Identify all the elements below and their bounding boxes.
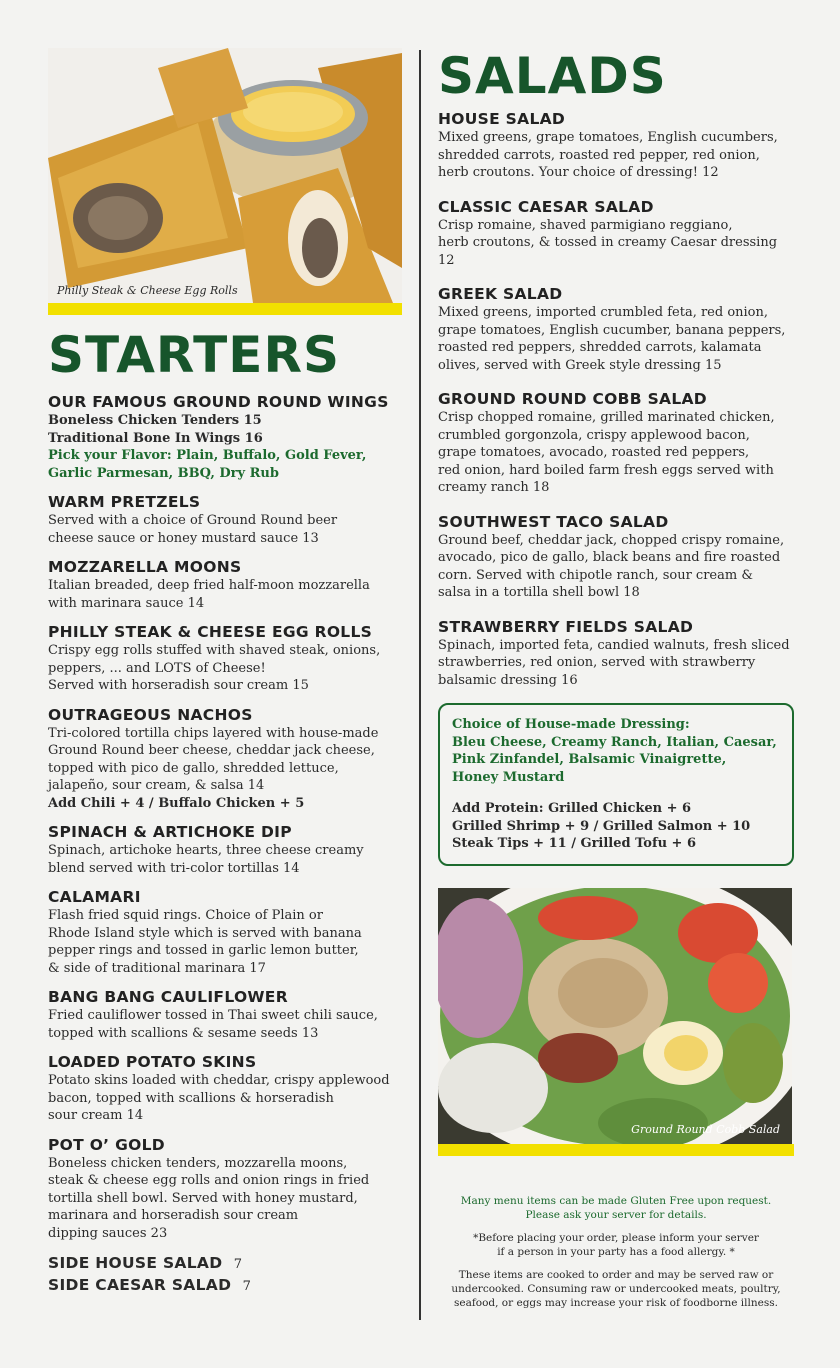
item-description: Spinach, imported feta, candied walnuts, fresh sliced strawberries, red onion, served with strawberry balsamic dressing 16: [438, 637, 790, 688]
side-caesar-salad: [48, 1275, 402, 1297]
item-name: OUR FAMOUS GROUND ROUND WINGS: [48, 393, 389, 411]
item-name: BANG BANG CAULIFLOWER: [48, 988, 288, 1006]
item-name: MOZZARELLA MOONS: [48, 558, 242, 576]
nachos-item: [48, 706, 402, 813]
side-name: SIDE CAESAR SALAD: [48, 1276, 232, 1294]
item-name: SOUTHWEST TACO SALAD: [438, 512, 669, 531]
menu-item: [438, 513, 794, 602]
item-name: GREEK SALAD: [438, 285, 563, 303]
item-description: Ground beef, cheddar jack, chopped crispy romaine, avocado, pico de gallo, black beans and fire roasted corn. Served with chipotle ranch, sour cream & salsa in a tortilla shell bowl 18: [438, 532, 785, 600]
item-name: SPINACH & ARTICHOKE DIP: [48, 823, 292, 841]
menu-item: [48, 1053, 402, 1125]
item-description: Mixed greens, imported crumbled feta, red onion, grape tomatoes, English cucumber, banana peppers, roasted red peppers, shredded carrots, kalamata olives, served with Greek style dressing 15: [438, 305, 786, 373]
menu-item: [438, 198, 794, 270]
salads-title: SALADS: [438, 47, 667, 105]
item-name: WARM PRETZELS: [48, 493, 201, 511]
item-description: Crisp romaine, shaved parmigiano reggiano, herb croutons, & tossed in creamy Caesar dressing 12: [438, 217, 778, 268]
egg-rolls-image: [48, 48, 402, 303]
dressing-title: Choice of House-made Dressing:: [452, 717, 690, 732]
menu-item: [48, 888, 402, 977]
item-description: Spinach, artichoke hearts, three cheese creamy blend served with tri-color tortillas 14: [48, 843, 364, 876]
nachos-addon: Add Chili + 4 / Buffalo Chicken + 5: [48, 795, 305, 811]
menu-item: [48, 623, 402, 695]
column-divider: [419, 50, 421, 1320]
egg-rolls-caption: Philly Steak & Cheese Egg Rolls: [57, 284, 238, 297]
cobb-salad-image: [438, 888, 792, 1144]
side-price: 7: [242, 1279, 252, 1294]
menu-item: [438, 285, 794, 374]
menu-item: [438, 390, 794, 497]
wings-bone-in: Traditional Bone In Wings 16: [48, 430, 263, 446]
yellow-accent-bar: [438, 1144, 794, 1156]
item-name: STRAWBERRY FIELDS SALAD: [438, 617, 694, 636]
egg-rolls-photo: [48, 48, 402, 303]
item-description: Crispy egg rolls stuffed with shaved steak, onions, peppers, ... and LOTS of Cheese! Served with horseradish sour cream 15: [48, 643, 381, 693]
menu-item: [48, 823, 402, 877]
item-name: OUTRAGEOUS NACHOS: [48, 705, 253, 724]
allergy-note: *Before placing your order, please inform your server if a person in your party has a food allergy. *: [473, 1231, 759, 1258]
item-name: CLASSIC CAESAR SALAD: [438, 197, 654, 216]
item-description: Mixed greens, grape tomatoes, English cucumbers, shredded carrots, roasted red pepper, red onion, herb croutons. Your choice of dressing! 12: [438, 130, 778, 180]
wings-tenders: Boneless Chicken Tenders 15: [48, 413, 262, 428]
item-description: Tri-colored tortilla chips layered with house-made Ground Round beer cheese, cheddar jack cheese, topped with pico de gallo, shredded lettuce, jalapeño, sour cream, & salsa 14: [48, 725, 379, 793]
side-house-salad: [48, 1253, 402, 1275]
item-description: Potato skins loaded with cheddar, crispy applewood bacon, topped with scallions & horseradish sour cream 14: [48, 1073, 390, 1123]
starters-title: STARTERS: [48, 326, 340, 384]
menu-item: [48, 1136, 402, 1243]
menu-notes: [438, 1194, 794, 1310]
item-name: PHILLY STEAK & CHEESE EGG ROLLS: [48, 623, 373, 641]
menu-item: [48, 988, 402, 1042]
item-description: Boneless chicken tenders, mozzarella moons, steak & cheese egg rolls and onion rings in fried tortilla shell bowl. Served with honey mustard, marinara and horseradish sour cream dipping sauces 23: [48, 1155, 370, 1241]
menu-item: [438, 618, 794, 690]
wings-item: [48, 393, 402, 482]
starters-column: [48, 48, 402, 1297]
item-name: GROUND ROUND COBB SALAD: [438, 390, 707, 408]
dressing-list: Bleu Cheese, Creamy Ranch, Italian, Caesar, Pink Zinfandel, Balsamic Vinaigrette, Honey Mustard: [452, 734, 777, 785]
side-price: 7: [233, 1257, 243, 1272]
salads-column: [438, 48, 794, 1319]
item-description: Served with a choice of Ground Round beer cheese sauce or honey mustard sauce 13: [48, 513, 338, 546]
item-description: Italian breaded, deep fried half-moon mozzarella with marinara sauce 14: [48, 578, 370, 611]
item-name: HOUSE SALAD: [438, 110, 566, 128]
cobb-salad-photo: [438, 888, 792, 1144]
side-name: SIDE HOUSE SALAD: [48, 1254, 223, 1272]
menu-item: [48, 493, 402, 547]
gluten-free-note: Many menu items can be made Gluten Free upon request. Please ask your server for details.: [460, 1194, 772, 1221]
item-description: Fried cauliflower tossed in Thai sweet chili sauce, topped with scallions & sesame seeds 13: [48, 1008, 378, 1041]
dressing-box: [438, 703, 794, 866]
side-salads: [48, 1253, 402, 1297]
raw-food-note: These items are cooked to order and may be served raw or undercooked. Consuming raw or undercooked meats, poultry, seafood, or eggs may increase your risk of foodborne illness.: [451, 1268, 781, 1309]
menu-item: [48, 558, 402, 612]
wings-flavors: Pick your Flavor: Plain, Buffalo, Gold Fever, Garlic Parmesan, BBQ, Dry Rub: [48, 448, 367, 481]
item-name: CALAMARI: [48, 888, 141, 906]
cobb-salad-caption: Ground Round Cobb Salad: [631, 1122, 780, 1136]
item-name: LOADED POTATO SKINS: [48, 1053, 257, 1071]
menu-item: [438, 110, 794, 182]
item-name: POT O’ GOLD: [48, 1135, 165, 1154]
protein-options: Add Protein: Grilled Chicken + 6 Grilled Shrimp + 9 / Grilled Salmon + 10 Steak Tips + 11 / Grilled Tofu + 6: [452, 801, 751, 851]
yellow-accent-bar: [48, 303, 402, 315]
item-description: Flash fried squid rings. Choice of Plain or Rhode Island style which is served with banana pepper rings and tossed in garlic lemon butter, & side of traditional marinara 17: [48, 908, 362, 976]
item-description: Crisp chopped romaine, grilled marinated chicken, crumbled gorgonzola, crispy applewood bacon, grape tomatoes, avocado, roasted red peppers, red onion, hard boiled farm fresh eggs served with creamy ranch 18: [438, 410, 775, 495]
